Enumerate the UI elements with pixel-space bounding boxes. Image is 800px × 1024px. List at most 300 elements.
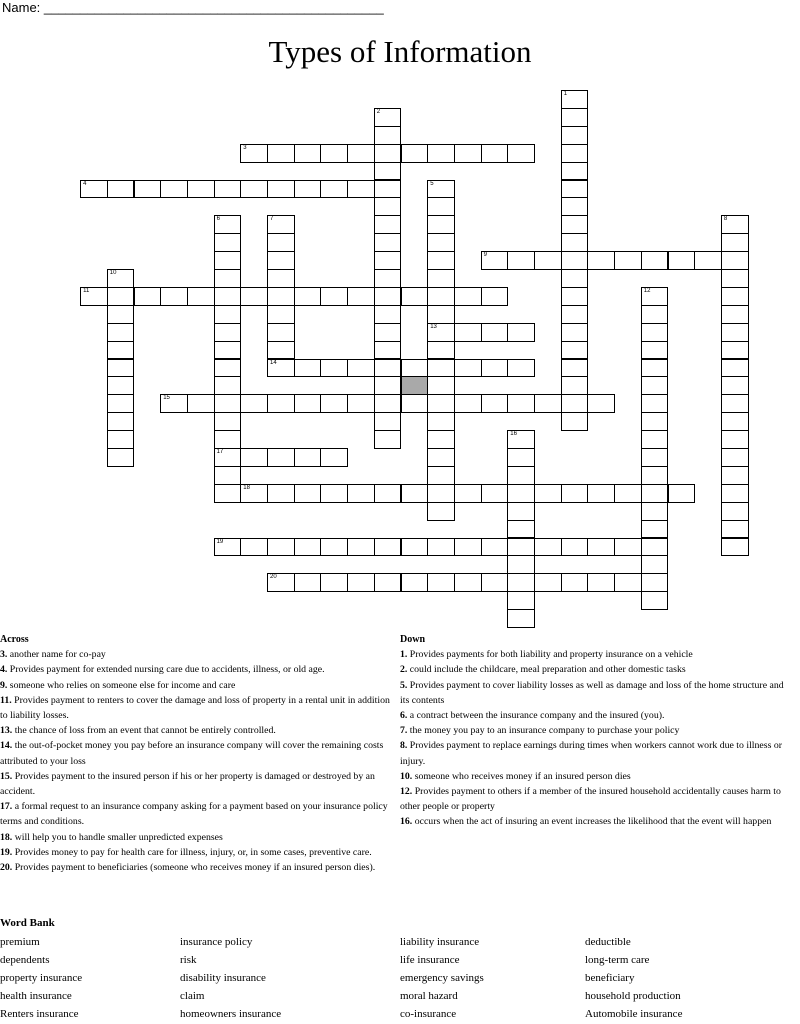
crossword-cell[interactable] [721, 412, 749, 431]
crossword-cell[interactable] [294, 394, 322, 413]
clue-text: Provides payment for extended nursing care due to accidents, illness, or old age. [7, 664, 325, 676]
crossword-cell[interactable] [641, 359, 669, 378]
crossword-cell[interactable] [320, 180, 348, 199]
crossword-cell[interactable] [534, 484, 562, 503]
crossword-cell[interactable] [267, 305, 295, 324]
crossword-cell[interactable] [267, 394, 295, 413]
crossword-cell[interactable] [641, 394, 669, 413]
crossword-cell[interactable] [427, 376, 455, 395]
crossword-cell[interactable] [374, 305, 402, 324]
crossword-cell[interactable] [507, 466, 535, 485]
crossword-cell[interactable] [427, 251, 455, 270]
crossword-cell[interactable] [721, 305, 749, 324]
crossword-cell[interactable] [427, 394, 455, 413]
crossword-cell[interactable] [374, 573, 402, 592]
down-clue [400, 678, 785, 708]
crossword-cell[interactable] [454, 484, 482, 503]
crossword-cell[interactable] [614, 538, 642, 557]
crossword-cell[interactable] [267, 448, 295, 467]
crossword-cell[interactable] [374, 412, 402, 431]
crossword-cell[interactable] [374, 484, 402, 503]
crossword-cell[interactable] [454, 359, 482, 378]
crossword-cell[interactable] [561, 573, 589, 592]
crossword-cell[interactable] [614, 251, 642, 270]
crossword-cell[interactable] [427, 287, 455, 306]
crossword-cell[interactable] [374, 233, 402, 252]
crossword-cell[interactable] [561, 412, 589, 431]
crossword-cell[interactable] [214, 448, 242, 467]
crossword-cell[interactable] [481, 394, 509, 413]
crossword-cell[interactable] [214, 484, 242, 503]
crossword-cell[interactable] [187, 180, 215, 199]
clue-number: 2. [400, 664, 408, 676]
crossword-cell[interactable] [294, 448, 322, 467]
crossword-cell[interactable] [534, 573, 562, 592]
crossword-cell[interactable] [320, 448, 348, 467]
crossword-cell[interactable] [481, 251, 509, 270]
down-clue [400, 647, 785, 662]
crossword-cell[interactable] [481, 538, 509, 557]
crossword-cell[interactable] [587, 394, 615, 413]
crossword-cell[interactable] [721, 341, 749, 360]
crossword-cell[interactable] [561, 323, 589, 342]
crossword-cell[interactable] [374, 394, 402, 413]
clue-number: 10 [109, 270, 117, 276]
crossword-cell[interactable] [401, 538, 429, 557]
crossword-cell[interactable] [561, 144, 589, 163]
crossword-cell[interactable] [160, 394, 188, 413]
crossword-cell[interactable] [587, 573, 615, 592]
clue-text: the chance of loss from an event that cannot be entirely controlled. [12, 725, 276, 737]
crossword-cell[interactable] [427, 502, 455, 521]
crossword-cell[interactable] [721, 520, 749, 539]
crossword-cell[interactable] [214, 287, 242, 306]
crossword-cell[interactable] [267, 287, 295, 306]
crossword-cell[interactable] [347, 484, 375, 503]
crossword-cell[interactable] [641, 538, 669, 557]
crossword-cell[interactable] [507, 430, 535, 449]
crossword-cell[interactable] [561, 126, 589, 145]
clue-number: 17. [0, 801, 13, 813]
word-bank-item: life insurance [400, 954, 460, 966]
down-clue [400, 708, 785, 723]
crossword-cell[interactable] [534, 394, 562, 413]
crossword-cell[interactable] [267, 538, 295, 557]
crossword-cell[interactable] [427, 197, 455, 216]
crossword-cell[interactable] [454, 394, 482, 413]
crossword-cell[interactable] [561, 305, 589, 324]
crossword-cell[interactable] [214, 538, 242, 557]
crossword-cell[interactable] [347, 359, 375, 378]
crossword-cell[interactable] [561, 359, 589, 378]
crossword-cell[interactable] [641, 555, 669, 574]
crossword-cell[interactable] [481, 573, 509, 592]
crossword-cell[interactable] [507, 609, 535, 628]
clue-number: 2 [376, 108, 381, 115]
crossword-cell[interactable] [214, 412, 242, 431]
crossword-cell[interactable] [641, 376, 669, 395]
crossword-cell[interactable] [80, 287, 108, 306]
crossword-cell[interactable] [374, 376, 402, 395]
crossword-cell[interactable] [507, 573, 535, 592]
crossword-cell[interactable] [427, 323, 455, 342]
crossword-cell[interactable] [267, 144, 295, 163]
crossword-cell[interactable] [214, 180, 242, 199]
crossword-cell[interactable] [534, 538, 562, 557]
clue-number: 19. [0, 846, 13, 858]
crossword-cell[interactable] [320, 394, 348, 413]
crossword-cell[interactable] [374, 197, 402, 216]
crossword-cell[interactable] [294, 538, 322, 557]
crossword-cell[interactable] [320, 573, 348, 592]
crossword-cell[interactable] [427, 233, 455, 252]
crossword-cell[interactable] [107, 341, 135, 360]
crossword-cell[interactable] [721, 215, 749, 234]
crossword-cell[interactable] [454, 323, 482, 342]
crossword-cell[interactable] [267, 323, 295, 342]
crossword-cell[interactable] [507, 484, 535, 503]
crossword-cell[interactable] [214, 430, 242, 449]
crossword-cell[interactable] [507, 359, 535, 378]
crossword-cell[interactable] [347, 144, 375, 163]
crossword-cell[interactable] [320, 359, 348, 378]
crossword-cell[interactable] [240, 180, 268, 199]
crossword-cell[interactable] [214, 215, 242, 234]
word-bank-item: beneficiary [585, 972, 635, 984]
crossword-cell[interactable] [427, 269, 455, 288]
crossword-cell[interactable] [721, 287, 749, 306]
crossword-cell[interactable] [374, 162, 402, 181]
crossword-cell[interactable] [561, 287, 589, 306]
crossword-cell[interactable] [401, 484, 429, 503]
clue-number: 3. [0, 649, 8, 661]
clue-text: the money you pay to an insurance company to purchase your policy [407, 725, 680, 737]
crossword-cell[interactable] [561, 376, 589, 395]
crossword-cell[interactable] [427, 573, 455, 592]
crossword-cell[interactable] [347, 538, 375, 557]
across-clue [0, 860, 395, 875]
crossword-cell[interactable] [721, 323, 749, 342]
clue-number: 9 [483, 252, 487, 259]
crossword-cell[interactable] [721, 466, 749, 485]
crossword-cell[interactable] [561, 269, 589, 288]
crossword-cell[interactable] [427, 448, 455, 467]
crossword-cell[interactable] [561, 233, 589, 252]
word-bank-item: long-term care [585, 954, 650, 966]
word-bank-item: disability insurance [180, 972, 266, 984]
crossword-cell[interactable] [427, 215, 455, 234]
crossword-cell[interactable] [561, 197, 589, 216]
clue-number: 18 [243, 484, 250, 491]
crossword-cell[interactable] [374, 430, 402, 449]
clue-number: 18. [0, 831, 13, 843]
clue-text: will help you to handle smaller unpredicted expenses [12, 831, 223, 843]
crossword-cell[interactable] [721, 448, 749, 467]
crossword-cell[interactable] [534, 251, 562, 270]
crossword-cell[interactable] [427, 144, 455, 163]
word-bank-item: Renters insurance [0, 1008, 79, 1020]
crossword-cell[interactable] [107, 323, 135, 342]
crossword-cell[interactable] [641, 251, 669, 270]
crossword-cell[interactable] [214, 466, 242, 485]
crossword-cell[interactable] [507, 591, 535, 610]
crossword-cell[interactable] [374, 144, 402, 163]
crossword-cell[interactable] [427, 484, 455, 503]
word-bank-item: insurance policy [180, 936, 253, 948]
crossword-cell[interactable] [240, 144, 268, 163]
word-bank-heading: Word Bank [0, 917, 55, 929]
crossword-cell[interactable] [668, 484, 696, 503]
clue-number: 14 [270, 359, 277, 366]
crossword-cell[interactable] [267, 341, 295, 360]
crossword-cell[interactable] [427, 412, 455, 431]
crossword-cell[interactable] [294, 287, 322, 306]
crossword-cell[interactable] [561, 90, 589, 109]
down-clue [400, 738, 785, 768]
crossword-cell[interactable] [294, 180, 322, 199]
crossword-cell[interactable] [214, 269, 242, 288]
crossword-cell[interactable] [401, 573, 429, 592]
crossword-cell[interactable] [107, 430, 135, 449]
crossword-cell[interactable] [107, 359, 135, 378]
crossword-cell[interactable] [427, 341, 455, 360]
crossword-cell[interactable] [641, 430, 669, 449]
name-field-line[interactable]: Name: _______________________________________________ [2, 0, 384, 15]
crossword-cell[interactable] [267, 359, 295, 378]
crossword-cell[interactable] [641, 573, 669, 592]
crossword-cell[interactable] [107, 180, 135, 199]
crossword-cell[interactable] [267, 233, 295, 252]
crossword-cell[interactable] [401, 287, 429, 306]
crossword-cell[interactable] [374, 180, 402, 199]
crossword-cell[interactable] [721, 484, 749, 503]
word-bank-item: property insurance [0, 972, 83, 984]
crossword-cell[interactable] [240, 394, 268, 413]
crossword-cell[interactable] [481, 287, 509, 306]
crossword-cell[interactable] [134, 287, 162, 306]
crossword-cell[interactable] [507, 555, 535, 574]
crossword-cell[interactable] [427, 430, 455, 449]
crossword-cell[interactable] [347, 573, 375, 592]
word-bank-item: deductible [585, 936, 631, 948]
crossword-cell[interactable] [454, 538, 482, 557]
crossword-cell[interactable] [561, 341, 589, 360]
crossword-cell[interactable] [454, 144, 482, 163]
crossword-cell[interactable] [374, 269, 402, 288]
crossword-cell[interactable] [561, 394, 589, 413]
crossword-cell[interactable] [374, 341, 402, 360]
crossword-cell[interactable] [107, 305, 135, 324]
crossword-cell[interactable] [641, 305, 669, 324]
crossword-cell[interactable] [694, 251, 722, 270]
crossword-cell[interactable] [587, 484, 615, 503]
crossword-cell[interactable] [320, 144, 348, 163]
clue-number: 20. [0, 862, 13, 874]
across-clue [0, 830, 395, 845]
crossword-cell[interactable] [374, 359, 402, 378]
crossword-cell[interactable] [641, 323, 669, 342]
crossword-cell[interactable] [507, 251, 535, 270]
crossword-cell[interactable] [214, 323, 242, 342]
crossword-cell[interactable] [561, 108, 589, 127]
crossword-cell[interactable] [561, 251, 589, 270]
crossword-cell[interactable] [347, 287, 375, 306]
crossword-cell[interactable] [80, 180, 108, 199]
crossword-cell[interactable] [347, 180, 375, 199]
crossword-cell[interactable] [401, 394, 429, 413]
crossword-cell[interactable] [107, 287, 135, 306]
crossword-cell[interactable] [641, 484, 669, 503]
crossword-cell[interactable] [267, 573, 295, 592]
crossword-cell[interactable] [721, 233, 749, 252]
crossword-cell[interactable] [427, 359, 455, 378]
down-clue [400, 769, 785, 784]
crossword-cell[interactable] [240, 538, 268, 557]
crossword-cell[interactable] [641, 520, 669, 539]
crossword-cell[interactable] [721, 394, 749, 413]
crossword-cell[interactable] [641, 448, 669, 467]
crossword-cell[interactable] [267, 180, 295, 199]
crossword-cell[interactable] [561, 215, 589, 234]
crossword-cell[interactable] [267, 215, 295, 234]
crossword-cell[interactable] [267, 269, 295, 288]
crossword-cell[interactable] [214, 233, 242, 252]
crossword-cell[interactable] [374, 287, 402, 306]
clue-number: 11. [0, 694, 12, 706]
crossword-cell[interactable] [561, 484, 589, 503]
crossword-cell[interactable] [614, 484, 642, 503]
crossword-cell[interactable] [214, 305, 242, 324]
crossword-cell[interactable] [507, 323, 535, 342]
crossword-cell[interactable] [294, 359, 322, 378]
crossword-cell[interactable] [427, 466, 455, 485]
crossword-cell[interactable] [721, 538, 749, 557]
clue-number: 15 [163, 395, 170, 402]
crossword-cell[interactable] [587, 251, 615, 270]
crossword-cell[interactable] [721, 376, 749, 395]
crossword-cell[interactable] [107, 412, 135, 431]
crossword-cell[interactable] [374, 126, 402, 145]
crossword-cell[interactable] [641, 341, 669, 360]
crossword-cell[interactable] [320, 538, 348, 557]
crossword-cell[interactable] [481, 359, 509, 378]
crossword-cell[interactable] [160, 287, 188, 306]
crossword-cell[interactable] [721, 430, 749, 449]
crossword-cell[interactable] [614, 573, 642, 592]
crossword-cell[interactable] [240, 448, 268, 467]
crossword-cell[interactable] [294, 573, 322, 592]
crossword-cell[interactable] [507, 144, 535, 163]
crossword-cell[interactable] [187, 394, 215, 413]
crossword-cell[interactable] [187, 287, 215, 306]
crossword-cell[interactable] [107, 394, 135, 413]
crossword-cell[interactable] [347, 394, 375, 413]
crossword-cell[interactable] [427, 180, 455, 199]
across-clue [0, 647, 395, 662]
crossword-cell[interactable] [374, 108, 402, 127]
crossword-cell[interactable] [214, 251, 242, 270]
crossword-cell[interactable] [721, 251, 749, 270]
down-clue [400, 814, 785, 829]
crossword-cell[interactable] [481, 144, 509, 163]
crossword-cell[interactable] [587, 538, 615, 557]
crossword-cell[interactable] [507, 538, 535, 557]
crossword-cell[interactable] [454, 287, 482, 306]
crossword-cell[interactable] [240, 484, 268, 503]
crossword-cell[interactable] [320, 484, 348, 503]
crossword-cell[interactable] [374, 215, 402, 234]
crossword-cell[interactable] [721, 359, 749, 378]
crossword-cell[interactable] [561, 162, 589, 181]
crossword-cell[interactable] [107, 269, 135, 288]
crossword-cell[interactable] [507, 394, 535, 413]
word-bank-item: premium [0, 936, 40, 948]
crossword-cell[interactable] [481, 484, 509, 503]
crossword-cell[interactable] [641, 412, 669, 431]
across-clue [0, 678, 395, 693]
crossword-cell[interactable] [374, 323, 402, 342]
clue-number: 12 [643, 287, 651, 294]
crossword-cell[interactable] [427, 538, 455, 557]
clue-text: someone who relies on someone else for income and care [7, 679, 236, 691]
crossword-cell[interactable] [721, 502, 749, 521]
clue-number: 19 [216, 538, 224, 545]
crossword-cell[interactable] [107, 376, 135, 395]
crossword-cell[interactable] [561, 538, 589, 557]
clue-number: 4. [0, 664, 8, 676]
crossword-cell[interactable] [401, 144, 429, 163]
crossword-cell[interactable] [160, 180, 188, 199]
crossword-cell[interactable] [374, 251, 402, 270]
crossword-cell[interactable] [641, 287, 669, 306]
crossword-cell[interactable] [294, 484, 322, 503]
crossword-cell[interactable] [641, 466, 669, 485]
crossword-cell[interactable] [214, 376, 242, 395]
crossword-cell[interactable] [294, 144, 322, 163]
clue-text: Provides payment to others if a member of the insured household accidentally causes harm to other people or property [400, 786, 781, 813]
crossword-cell[interactable] [427, 305, 455, 324]
word-bank-item: moral hazard [400, 990, 458, 1002]
crossword-cell[interactable] [454, 573, 482, 592]
clue-number: 5. [400, 679, 408, 691]
crossword-cell[interactable] [214, 359, 242, 378]
crossword-cell[interactable] [721, 269, 749, 288]
crossword-cell[interactable] [267, 251, 295, 270]
crossword-cell[interactable] [561, 180, 589, 199]
crossword-cell[interactable] [641, 502, 669, 521]
crossword-cell[interactable] [481, 323, 509, 342]
crossword-cell[interactable] [240, 287, 268, 306]
word-bank-item: emergency savings [400, 972, 484, 984]
crossword-cell[interactable] [320, 287, 348, 306]
down-clue [400, 784, 785, 814]
down-clues [400, 632, 785, 830]
crossword-cell[interactable] [507, 502, 535, 521]
crossword-cell[interactable] [134, 180, 162, 199]
clue-number: 14. [0, 740, 13, 752]
crossword-cell[interactable] [374, 538, 402, 557]
crossword-cell[interactable] [668, 251, 696, 270]
crossword-cell[interactable] [641, 591, 669, 610]
crossword-cell[interactable] [507, 448, 535, 467]
clue-number: 17 [216, 449, 224, 455]
crossword-cell[interactable] [401, 359, 429, 378]
crossword-cell[interactable] [214, 341, 242, 360]
crossword-cell[interactable] [214, 394, 242, 413]
crossword-cell[interactable] [267, 484, 295, 503]
crossword-cell[interactable] [507, 520, 535, 539]
crossword-cell[interactable] [107, 448, 135, 467]
